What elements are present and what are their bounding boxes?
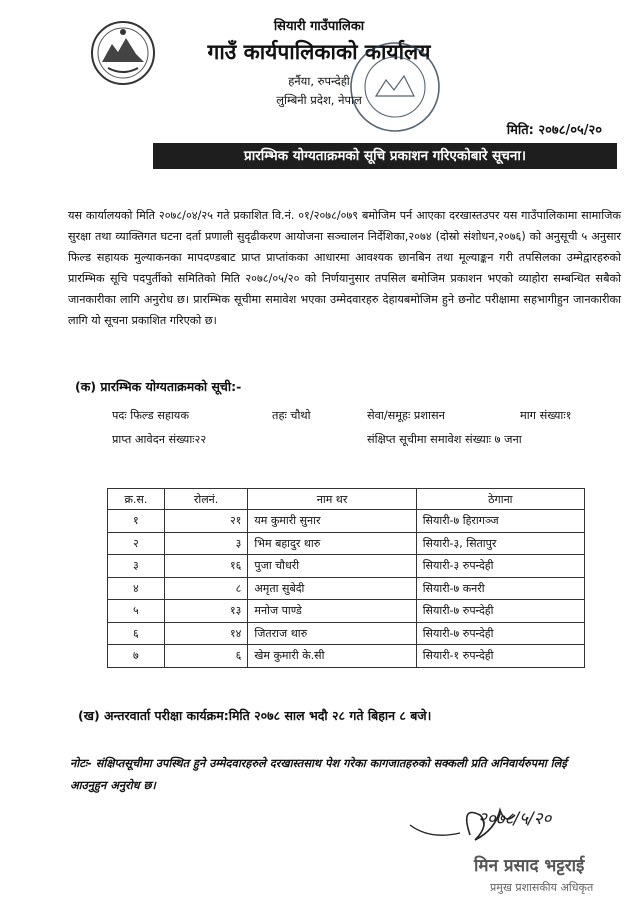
cell-name: खेम कुमारी के.सी [248, 645, 416, 668]
cell-name: भिम बहादुर थारु [248, 532, 416, 555]
table-row [108, 510, 585, 533]
cell-sn: ६ [108, 622, 165, 645]
cell-address: सियारी-७ रुपन्देही [416, 600, 584, 623]
header-office-title: गाउँ कार्यपालिकाको कार्यालय [207, 40, 431, 64]
candidate-table [107, 488, 585, 668]
notice-body-paragraph: यस कार्यालयको मिति २०७८/०४/२५ गते प्रकाशित वि.नं. ०१/२०७८/०७९ बमोजिम पर्न आएका दरखास्तउपर यस गाउँपालिकामा सामाजिक सुरक्षा तथा व्याक्तिगत घटना दर्ता प्रणाली सुदृढीकरण आयोजना सञ्चालन निर्देशिका,२०७४ (दोस्रो संशोधन,२०७६) को अनुसूची ५ अनुसार फिल्ड सहायक मुल्याकनका मापदण्डबाट प्राप्त प्राप्तांकका आधारमा आवश्यक छानबिन तथा मूल्याङ्कन गरी तपसिलका उम्मेद्वारहरुको प्रारम्भिक सूचि पदपुर्तीको समितिको मिति २०७८/०५/२० को निर्णयानुसार तपसिल बमोजिम प्रकाशन भएको व्याहोरा सम्बन्धित सबैको जानकारीका लागि अनुरोध छ। प्रारम्भिक सूचीमा समावेश भएका उम्मेदवारहरु देहायबमोजिम हुने छनोट परीक्षामा सहभागीहुन जानकारीका लागि यो सूचना प्रकाशित गरिएको छ। [68, 209, 621, 327]
info-level: तहः चौथो [272, 409, 311, 422]
col-header-name: नाम थर [248, 489, 416, 510]
cell-sn: ५ [108, 600, 165, 623]
signature-date: २०७८/५/२० [478, 809, 552, 829]
cell-sn: २ [108, 532, 165, 555]
cell-roll: १४ [164, 622, 248, 645]
table-row [108, 600, 585, 623]
cell-roll: ६ [164, 645, 248, 668]
cell-sn: ७ [108, 645, 165, 668]
cell-name: यम कुमारी सुनार [248, 510, 416, 533]
office-stamp [348, 40, 443, 135]
cell-address: सियारी-७ कनरी [416, 577, 584, 600]
signatory-name: मिन प्रसाद भट्टराई [474, 856, 585, 876]
cell-address: सियारी-३ रुपन्देही [416, 555, 584, 578]
info-service: सेवा/समूहः प्रशासन [367, 409, 445, 422]
table-row [108, 555, 585, 578]
cell-name: जितराज थारु [248, 622, 416, 645]
section-ka-heading: (क) प्रारम्भिक योग्यताक्रमको सूची:- [75, 379, 242, 394]
info-shortlisted: संक्षिप्त सूचीमा समावेश संख्याः ७ जना [367, 433, 522, 446]
cell-roll: १३ [164, 600, 248, 623]
cell-roll: २१ [164, 510, 248, 533]
cell-address: सियारी-७ हिरागञ्ज [416, 510, 584, 533]
cell-address: सियारी-३, सितापुर [416, 532, 584, 555]
info-applications: प्राप्त आवेदन संख्याः२२ [112, 433, 207, 446]
notice-date: मिति: २०७८/०५/२० [506, 123, 602, 138]
note-text: नोटः- संक्षिप्तसूचीमा उपस्थित हुने उम्मेदवारहरुले दरखास्तसाथ पेश गरेका कागजातहरुको सक्कली प्रति अनिवार्यरुपमा लिई आउनुहुन अनुरोध छ। [70, 757, 567, 792]
cell-sn: ४ [108, 577, 165, 600]
col-header-roll: रोलनं. [164, 489, 248, 510]
signatory-designation: प्रमुख प्रशासकीय अधिकृत [490, 881, 594, 894]
table-header-row [108, 489, 585, 510]
table-row [108, 532, 585, 555]
info-demand: माग संख्याः१ [520, 409, 572, 422]
cell-roll: ८ [164, 577, 248, 600]
table-row [108, 577, 585, 600]
header-address: हर्नैया, रुपन्देही [288, 74, 350, 88]
col-header-address: ठेगाना [416, 489, 584, 510]
table-row [108, 645, 585, 668]
section-kha-interview: (ख) अन्तरवार्ता परीक्षा कार्यक्रम:मिति २०७८ साल भदौ २८ गते बिहान ८ बजे। [78, 708, 432, 723]
cell-name: मनोज पाण्डे [248, 600, 416, 623]
cell-roll: ३ [164, 532, 248, 555]
cell-address: सियारी-७ रुपन्देही [416, 622, 584, 645]
info-post: पदः फिल्ड सहायक [112, 409, 189, 422]
table-row [108, 622, 585, 645]
cell-address: सियारी-१ रुपन्देही [416, 645, 584, 668]
header-province: लुम्बिनी प्रदेश, नेपाल [276, 93, 362, 107]
header-line-1: सियारी गाउँपालिका [273, 19, 365, 34]
notice-title-banner: प्रारम्भिक योग्यताक्रमको सूचि प्रकाशन गरिएकोबारे सूचना। [153, 143, 617, 169]
cell-name: अमृता सुबेदी [248, 577, 416, 600]
cell-name: पुजा चौधरी [248, 555, 416, 578]
cell-roll: १६ [164, 555, 248, 578]
col-header-sn: क्र.स. [108, 489, 165, 510]
cell-sn: १ [108, 510, 165, 533]
cell-sn: ३ [108, 555, 165, 578]
